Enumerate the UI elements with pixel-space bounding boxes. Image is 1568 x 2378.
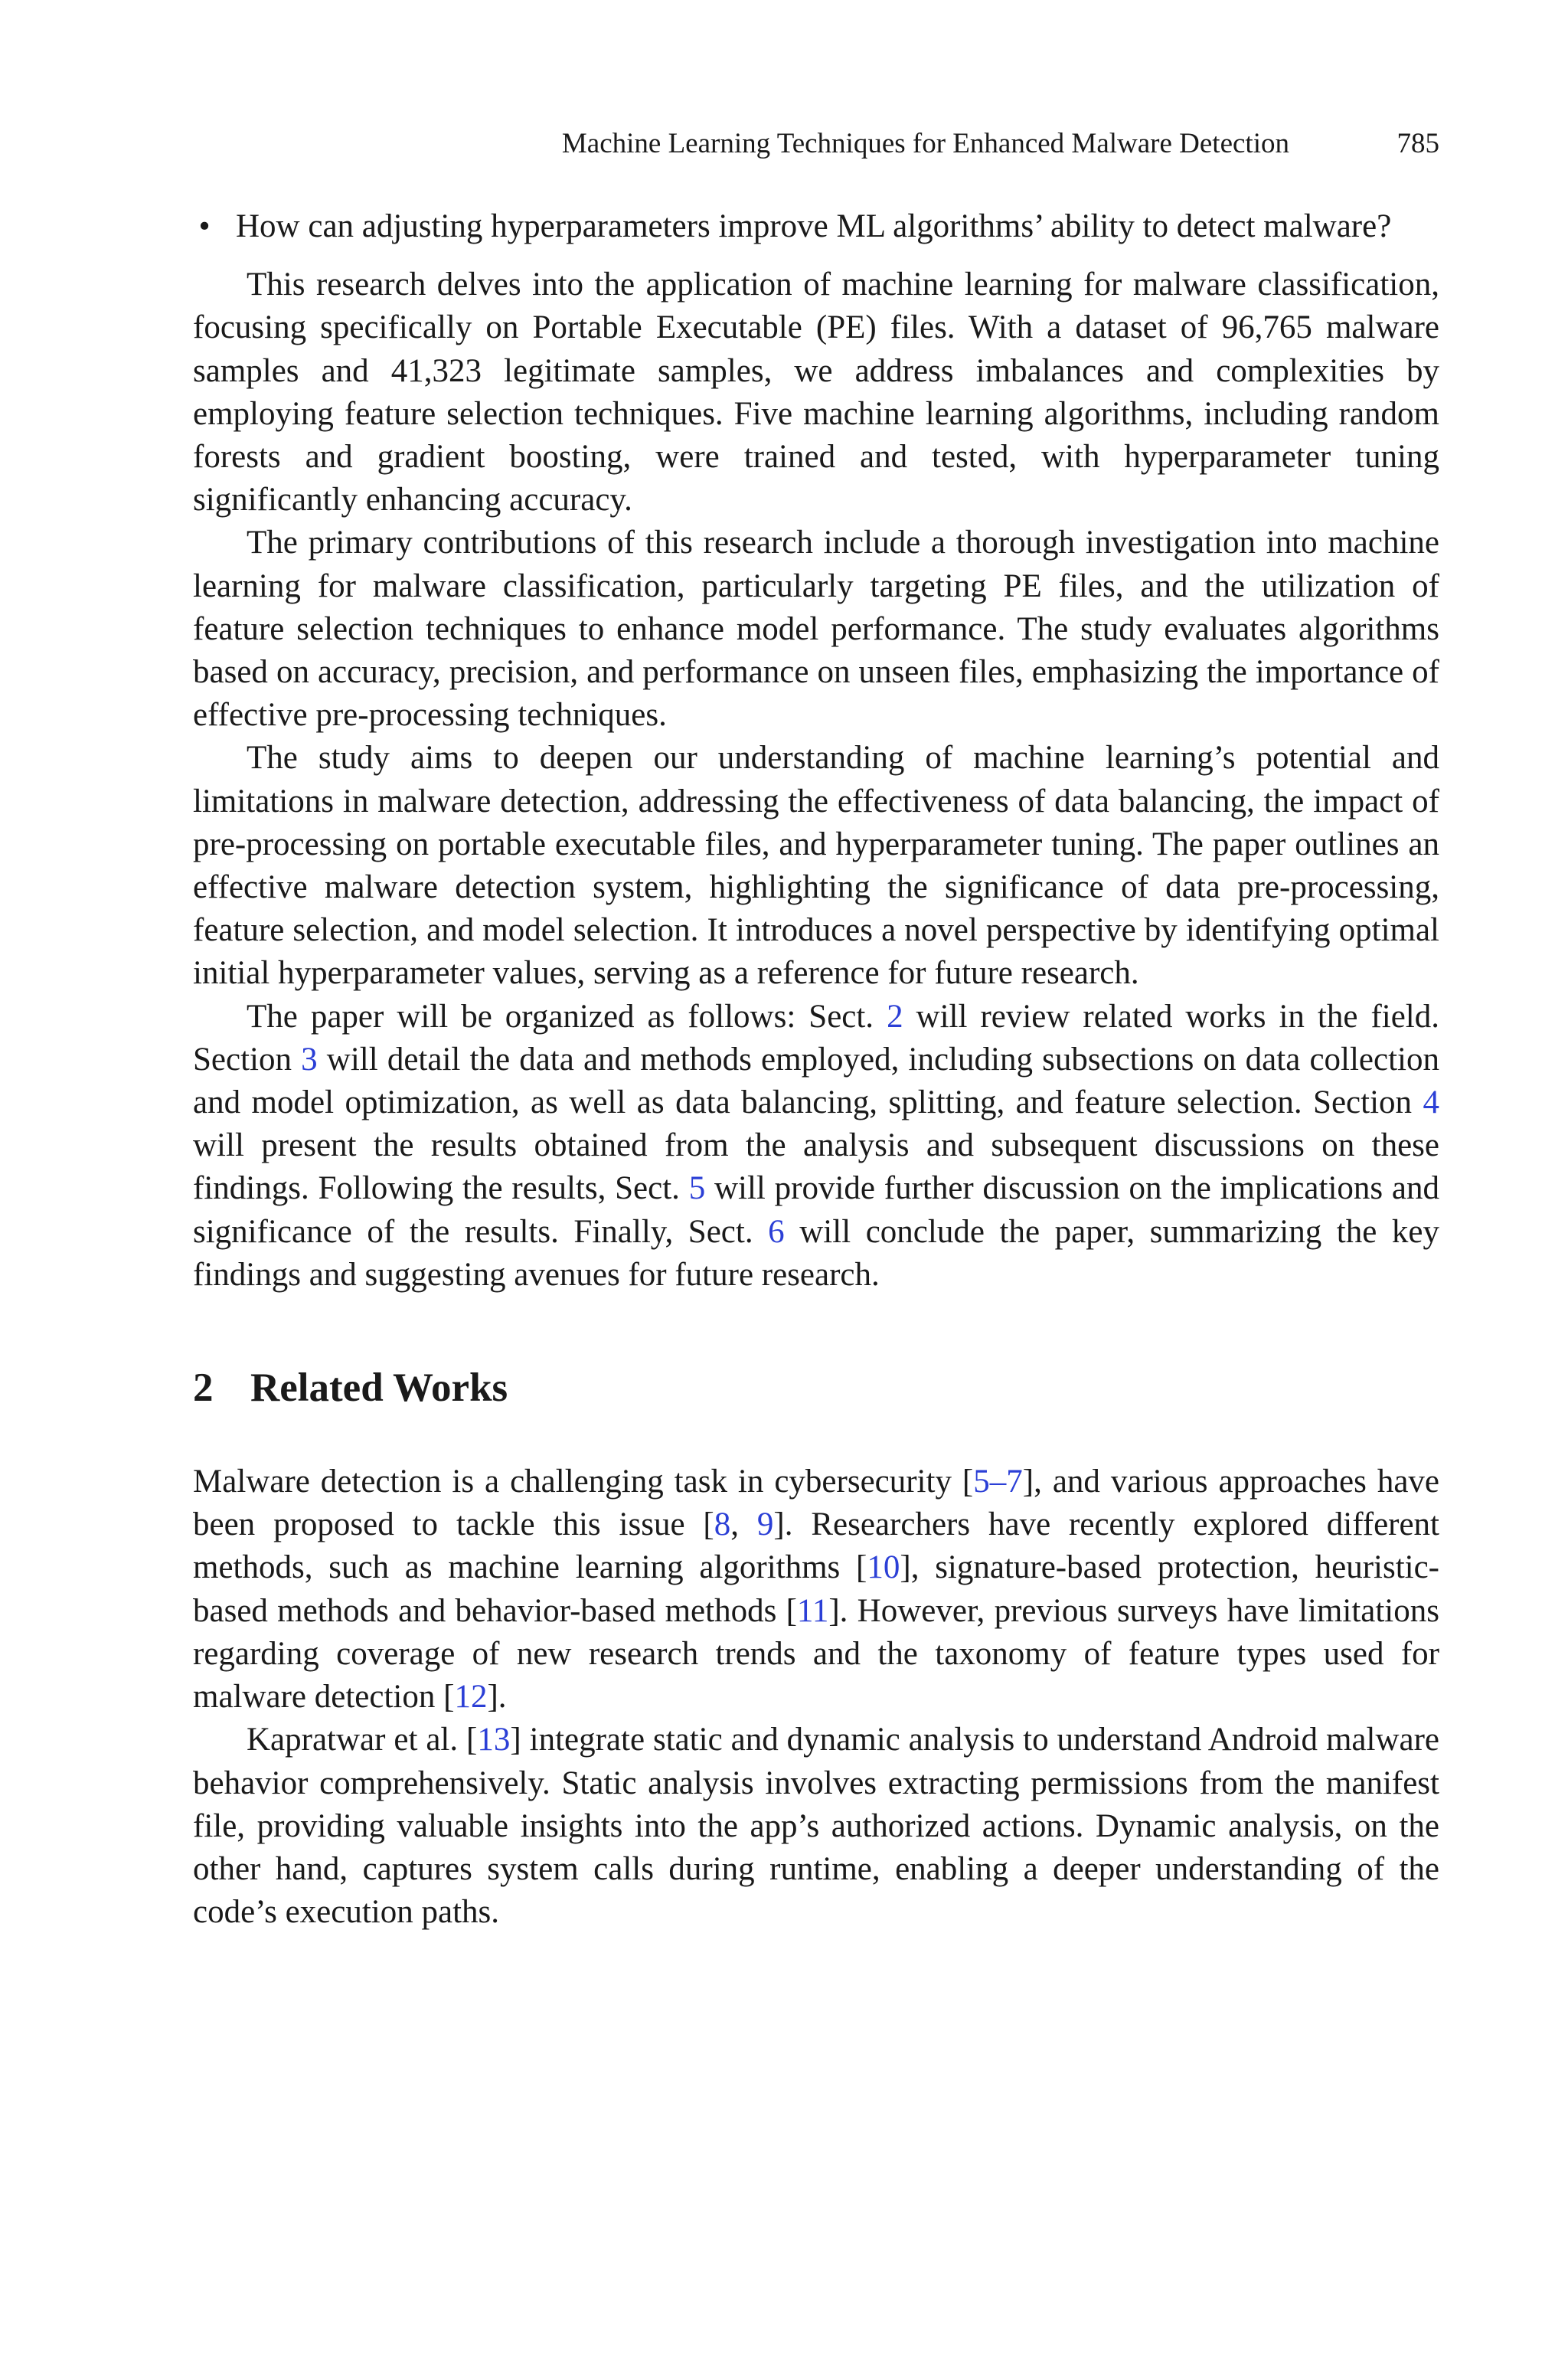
section-title: Related Works (250, 1366, 508, 1411)
section-number: 2 (193, 1366, 214, 1411)
text-span: ], and various approaches have been proposed to tackle this issue [ (193, 1464, 1439, 1543)
citation-link-10[interactable]: 10 (867, 1549, 900, 1586)
paragraph-related-1 (193, 1460, 1439, 1719)
section-heading (193, 1361, 1439, 1415)
citation-link-11[interactable]: 11 (796, 1592, 829, 1629)
research-question-bullet (193, 205, 1439, 248)
bullet-text: How can adjusting hyperparameters improve ML algorithms’ ability to detect malware? (236, 208, 1392, 244)
text-span: The paper will be organized as follows: Sect. (247, 998, 887, 1035)
paragraph-intro-1: This research delves into the application of machine learning for malware classification, focusing specifically on Portable Executable (PE) files. With a dataset of 96,765 malware samples and 41,323 legitimate samples, we address imbalances and complexities by employing feature selection techniques. Five machine learning algorithms, including random forests and gradient boosting, were trained and tested, with hyperparameter tuning significantly enhancing accuracy. (193, 267, 1439, 518)
citation-comma: , (730, 1506, 757, 1543)
citation-link-8[interactable]: 8 (714, 1506, 731, 1543)
paragraph-aims: The study aims to deepen our understanding of machine learning’s potential and limitations in malware detection, addressing the effectiveness of data balancing, the impact of pre-processing on portable executable files, and hyperparameter tuning. The paper outlines an effective malware detection system, highlighting the significance of data pre-processing, feature selection, and model selection. It introduces a novel perspective by identifying optimal initial hyperparameter values, serving as a reference for future research. (193, 740, 1439, 992)
citation-link-9[interactable]: 9 (756, 1506, 774, 1543)
text-span: Malware detection is a challenging task in cybersecurity [ (193, 1464, 974, 1500)
paragraph-related-2 (193, 1719, 1439, 1934)
citation-link-7[interactable]: 7 (1006, 1464, 1023, 1500)
body-text (193, 205, 1439, 1934)
bullet-icon: • (198, 208, 211, 244)
paragraph-organization (193, 996, 1439, 1297)
text-span: ]. (487, 1679, 507, 1716)
citation-link-12[interactable]: 12 (454, 1679, 488, 1716)
text-span: ], signature-based protection, heuristic-based methods and behavior-based methods [ (193, 1549, 1439, 1629)
section-link-6[interactable]: 6 (768, 1213, 785, 1250)
text-span: will detail the data and methods employed, including subsections on data collection and model optimization, as well as data balancing, splitting, and feature selection. Section (193, 1041, 1439, 1121)
citation-link-5[interactable]: 5 (973, 1464, 990, 1500)
text-span: will review related works in the field. Section (193, 998, 1439, 1078)
text-span: ]. Researchers have recently explored different methods, such as machine learning algorithms [ (193, 1506, 1440, 1586)
citation-dash: – (989, 1464, 1007, 1500)
text-span: ]. However, previous surveys have limitations regarding coverage of new research trends and the taxonomy of feature types used for malware detection [ (193, 1592, 1439, 1716)
text-span: ] integrate static and dynamic analysis to understand Android malware behavior comprehensively. Static analysis involves extracting permissions from the manifest file, providing valuable insights into the app’s authorized actions. Dynamic analysis, on the other hand, captures system calls during runtime, enabling a deeper understanding of the code’s execution paths. (193, 1722, 1439, 1931)
text-span: will present the results obtained from the analysis and subsequent discussions on these findings. Following the results, Sect. (193, 1127, 1439, 1207)
page-number: 785 (1396, 128, 1439, 159)
citation-link-13[interactable]: 13 (477, 1722, 511, 1758)
section-link-5[interactable]: 5 (688, 1170, 706, 1207)
paragraph-contributions: The primary contributions of this research include a thorough investigation into machine learning for malware classification, particularly targeting PE files, and the utilization of feature selection techniques to enhance model performance. The study evaluates algorithms based on accuracy, precision, and performance on unseen files, emphasizing the importance of effective pre-processing techniques. (193, 525, 1439, 734)
section-link-4[interactable]: 4 (1423, 1084, 1439, 1121)
text-span: Kapratwar et al. [ (247, 1722, 478, 1758)
text-span: will provide further discussion on the implications and significance of the results. Finally, Sect. (193, 1170, 1439, 1250)
text-span: will conclude the paper, summarizing the key findings and suggesting avenues for future research. (193, 1213, 1440, 1293)
section-link-2[interactable]: 2 (887, 998, 903, 1035)
running-head (193, 123, 1439, 165)
section-link-3[interactable]: 3 (301, 1041, 318, 1078)
running-title: Machine Learning Techniques for Enhanced Malware Detection (561, 128, 1289, 159)
